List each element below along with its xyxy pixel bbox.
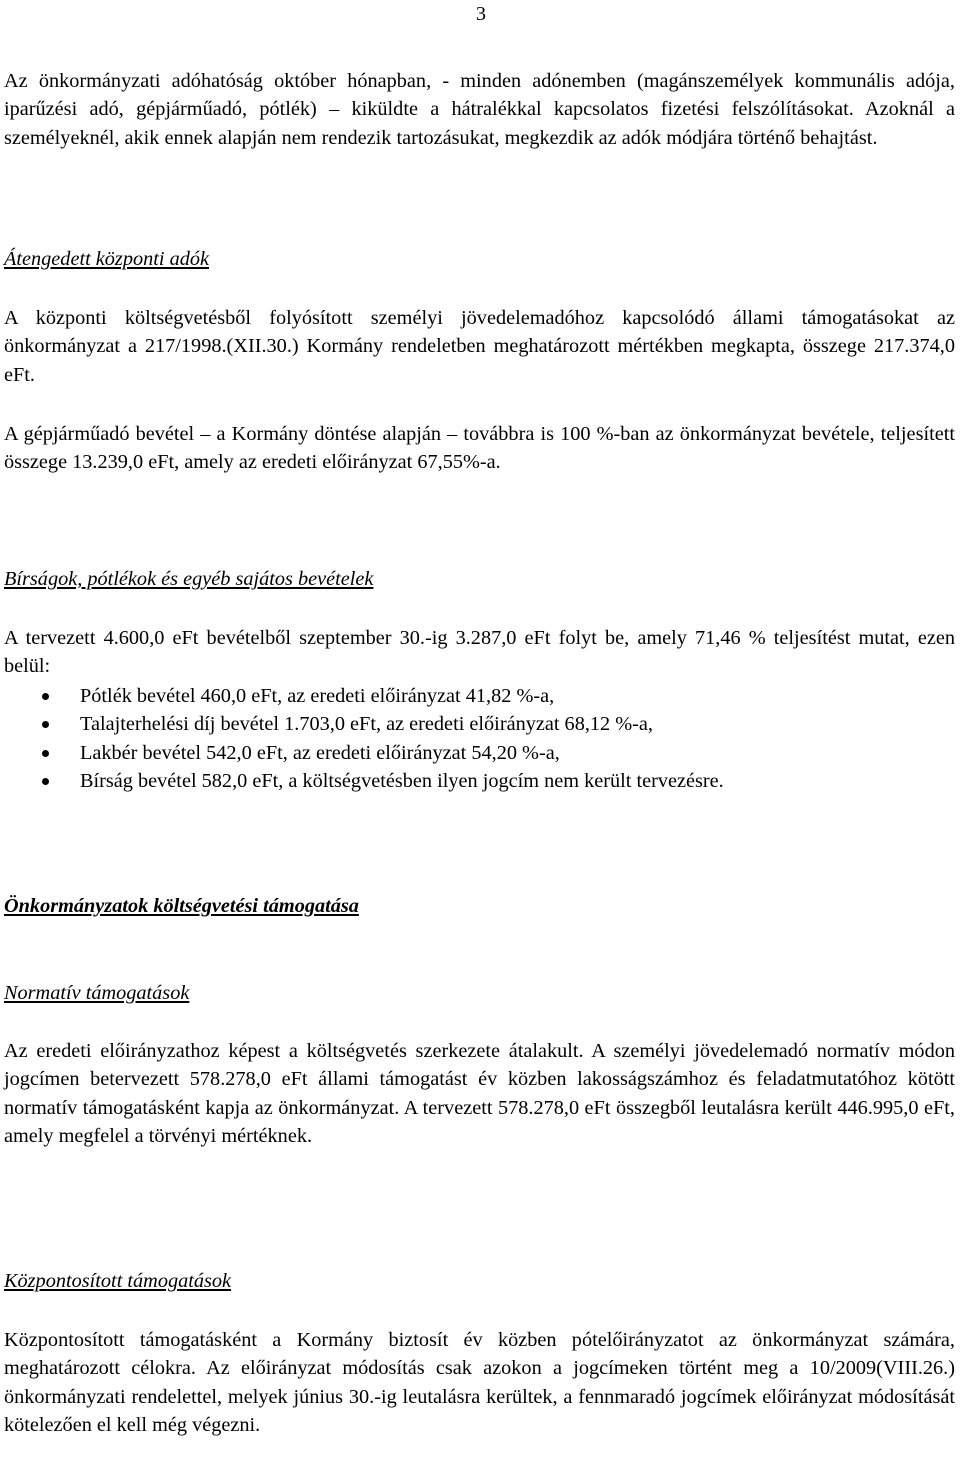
- normativ-title: Normatív támogatások: [4, 982, 190, 1004]
- list-item: Lakbér bevétel 542,0 eFt, az eredeti előirányzat 54,20 %-a,: [4, 739, 955, 767]
- list-item: Talajterhelési díj bevétel 1.703,0 eFt, az eredeti előirányzat 68,12 %-a,: [4, 710, 955, 738]
- birsagok-title: Bírságok, pótlékok és egyéb sajátos bevételek: [4, 568, 374, 590]
- birsagok-list: [4, 682, 955, 796]
- section-heading: Önkormányzatok költségvetési támogatása: [4, 895, 359, 917]
- atengedett-paragraph-1: A központi költségvetésből folyósított személyi jövedelemadóhoz kapcsolódó állami támogatásokat az önkormányzat a 217/1998.(XII.30.) Kormány rendeletben meghatározott mértékben megkapta, összege 217.374,0 eFt.: [4, 307, 955, 386]
- bullet-icon: [42, 778, 49, 785]
- kozpontositott-title: Központosított támogatások: [4, 1270, 232, 1292]
- list-item: Bírság bevétel 582,0 eFt, a költségvetésben ilyen jogcím nem került tervezésre.: [4, 767, 955, 795]
- bullet-icon: [42, 721, 49, 728]
- kozpontositott-paragraph: Központosított támogatásként a Kormány biztosít év közben pótelőirányzatot az önkormányzat számára, meghatározott célokra. Az előirányzat módosítás csak azokon a jogcímeken történt meg a 10/2009(VIII.26.) önkormányzati rendelettel, melyek június 30.-ig leutalásra kerültek, a fennmaradó jogcímek előirányzat módosítását kötelezően el kell még végezni.: [4, 1329, 955, 1437]
- atengedett-title: Átengedett központi adók: [4, 248, 210, 270]
- list-item: Pótlék bevétel 460,0 eFt, az eredeti előirányzat 41,82 %-a,: [4, 682, 955, 710]
- atengedett-paragraph-2: A gépjárműadó bevétel – a Kormány döntése alapján – továbbra is 100 %-ban az önkormányzat bevétele, teljesített összege 13.239,0 eFt, amely az eredeti előirányzat 67,55%-a.: [4, 423, 955, 474]
- page-number: 3: [475, 3, 487, 25]
- normativ-paragraph: Az eredeti előirányzathoz képest a költségvetés szerkezete átalakult. A személyi jövedelemadó normatív módon jogcímen betervezett 578.278,0 eFt állami támogatást év közben lakosságszámhoz és feladatmutatóhoz kötött normatív támogatásként kapja az önkormányzat. A tervezett 578.278,0 eFt összegből leutalásra került 446.995,0 eFt, amely megfelel a törvényi mértéknek.: [4, 1040, 955, 1148]
- bullet-icon: [42, 693, 49, 700]
- bullet-icon: [42, 750, 49, 757]
- intro-paragraph: Az önkormányzati adóhatóság október hónapban, - minden adónemben (magánszemélyek kommunális adója, iparűzési adó, gépjárműadó, pótlék) – kiküldte a hátralékkal kapcsolatos fizetési felszólításokat. Azoknál a személyeknél, akik ennek alapján nem rendezik tartozásukat, megkezdik az adók módjára történő behajtást.: [4, 70, 955, 149]
- birsagok-paragraph: A tervezett 4.600,0 eFt bevételből szeptember 30.-ig 3.287,0 eFt folyt be, amely 71,46 % teljesítést mutat, ezen belül:: [4, 627, 955, 678]
